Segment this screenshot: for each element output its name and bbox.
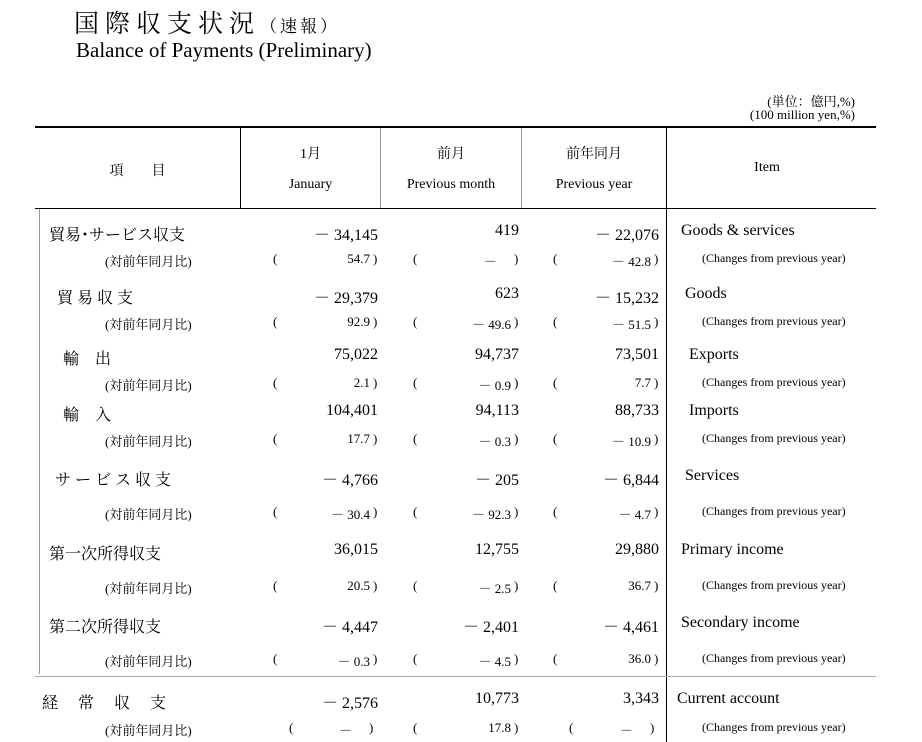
header-item-jp: 項 目 <box>109 164 166 179</box>
paren-close: ) <box>514 504 519 519</box>
row-value-1: － 29,379 <box>313 290 378 307</box>
row-sub-label-jp: (対前年同月比) <box>105 654 192 669</box>
row-label-en: Goods <box>685 285 727 302</box>
paren-close: ) <box>514 578 519 593</box>
row-percent-3: － 42.8 <box>611 254 651 269</box>
paren-open: ( <box>553 375 558 390</box>
row-sub-label-en: (Changes from previous year) <box>702 251 846 265</box>
row-percent-3: 36.0 <box>628 651 651 666</box>
row-percent-3: 7.7 <box>634 375 651 390</box>
paren-open: ( <box>569 720 574 735</box>
body-left-rule <box>39 209 40 674</box>
paren-open: ( <box>413 504 418 519</box>
title-jp-main: 国際収支状況 <box>74 11 261 38</box>
row-percent-2: － 49.6 <box>471 317 511 332</box>
row-sub-label-jp: (対前年同月比) <box>105 317 192 332</box>
row-value-3: 29,880 <box>615 541 659 558</box>
row-label-en: Primary income <box>681 541 784 558</box>
current-account-rule <box>35 676 876 677</box>
paren-open: ( <box>553 651 558 666</box>
paren-open: ( <box>273 251 278 266</box>
row-percent-3: － 10.9 <box>611 434 651 449</box>
paren-close: ) <box>373 251 378 266</box>
row-percent-1: 92.9 <box>347 314 370 329</box>
paren-close: ) <box>654 504 659 519</box>
paren-close: ) <box>514 431 519 446</box>
row-percent-2: － 2.5 <box>478 581 511 596</box>
paren-open: ( <box>273 578 278 593</box>
paren-close: ) <box>514 251 519 266</box>
paren-open: ( <box>273 651 278 666</box>
row-label-jp: 輸 出 <box>63 351 112 368</box>
paren-close: ) <box>514 314 519 329</box>
row-label-en: Current account <box>677 690 780 707</box>
row-value-2: 419 <box>495 222 519 239</box>
row-sub-label-en: (Changes from previous year) <box>702 431 846 445</box>
paren-close: ) <box>654 651 659 666</box>
paren-open: ( <box>273 504 278 519</box>
paren-open: ( <box>289 720 294 735</box>
paren-close: ) <box>654 251 659 266</box>
paren-close: ) <box>369 720 374 735</box>
row-percent-3: － <box>619 723 633 738</box>
row-percent-2: － 92.3 <box>471 507 511 522</box>
row-label-jp: 貿易･サービス収支 <box>49 227 186 244</box>
paren-open: ( <box>553 314 558 329</box>
row-percent-3: 36.7 <box>628 578 651 593</box>
header-col1-jp: 1月 <box>300 147 321 162</box>
row-value-2: 94,113 <box>475 402 519 419</box>
row-percent-2: － <box>483 254 497 269</box>
paren-close: ) <box>514 720 519 735</box>
paren-open: ( <box>273 375 278 390</box>
row-percent-1: 2.1 <box>353 375 370 390</box>
row-value-2: 623 <box>495 285 519 302</box>
row-label-jp: 輸 入 <box>63 407 112 424</box>
row-label-jp: 第一次所得収支 <box>49 546 162 563</box>
paren-close: ) <box>373 504 378 519</box>
row-percent-2: － 4.5 <box>478 654 511 669</box>
paren-open: ( <box>413 651 418 666</box>
row-sub-label-en: (Changes from previous year) <box>702 314 846 328</box>
paren-open: ( <box>413 251 418 266</box>
paren-open: ( <box>413 431 418 446</box>
row-value-3: 3,343 <box>623 690 659 707</box>
row-label-en: Exports <box>689 346 739 363</box>
paren-open: ( <box>273 314 278 329</box>
header-divider <box>521 128 522 208</box>
paren-close: ) <box>650 720 655 735</box>
header-col1-en: January <box>288 177 333 192</box>
paren-close: ) <box>654 314 659 329</box>
paren-open: ( <box>413 578 418 593</box>
paren-close: ) <box>373 651 378 666</box>
row-sub-label-en: (Changes from previous year) <box>702 720 846 734</box>
row-percent-1: 17.7 <box>347 431 370 446</box>
row-percent-1: － 0.3 <box>337 654 370 669</box>
row-sub-label-en: (Changes from previous year) <box>702 578 846 592</box>
row-sub-label-jp: (対前年同月比) <box>105 434 192 449</box>
row-percent-2: 17.8 <box>488 720 511 735</box>
paren-open: ( <box>553 578 558 593</box>
header-col3-en: Previous year <box>555 177 633 192</box>
unit-label-jp: (単位：億円,%) <box>767 94 855 109</box>
row-percent-2: － 0.9 <box>478 378 511 393</box>
header-col3-jp: 前年同月 <box>566 147 622 162</box>
row-value-2: 12,755 <box>475 541 519 558</box>
unit-label-en: (100 million yen,%) <box>749 107 855 122</box>
header-col2-en: Previous month <box>406 177 496 192</box>
row-value-2: 94,737 <box>475 346 519 363</box>
row-value-1: 104,401 <box>326 402 378 419</box>
row-sub-label-jp: (対前年同月比) <box>105 581 192 596</box>
header-item-en: Item <box>754 160 780 175</box>
paren-close: ) <box>514 651 519 666</box>
row-label-en: Services <box>685 467 740 484</box>
header-divider <box>380 128 381 208</box>
row-percent-3: － 4.7 <box>618 507 651 522</box>
row-label-en: Goods & services <box>681 222 795 239</box>
row-value-1: － 2,576 <box>321 695 378 712</box>
row-sub-label-jp: (対前年同月比) <box>105 507 192 522</box>
row-value-3: － 4,461 <box>602 619 659 636</box>
paren-close: ) <box>654 578 659 593</box>
paren-close: ) <box>654 431 659 446</box>
table-top-rule <box>35 126 876 128</box>
paren-open: ( <box>273 431 278 446</box>
header-bottom-rule <box>35 208 876 209</box>
paren-open: ( <box>553 251 558 266</box>
row-label-en: Secondary income <box>681 614 800 631</box>
paren-close: ) <box>373 578 378 593</box>
row-value-3: － 22,076 <box>594 227 659 244</box>
title-jp-sub: （速報） <box>260 17 341 36</box>
paren-close: ) <box>373 375 378 390</box>
row-percent-1: － <box>338 723 352 738</box>
header-col2-jp: 前月 <box>437 147 465 162</box>
row-sub-label-jp: (対前年同月比) <box>105 378 192 393</box>
paren-open: ( <box>413 375 418 390</box>
row-label-jp: 貿 易 収 支 <box>57 290 134 307</box>
header-divider <box>240 128 241 208</box>
row-percent-1: 20.5 <box>347 578 370 593</box>
row-value-1: － 34,145 <box>313 227 378 244</box>
paren-close: ) <box>373 314 378 329</box>
row-value-2: － 2,401 <box>462 619 519 636</box>
row-value-1: － 4,447 <box>321 619 378 636</box>
row-sub-label-en: (Changes from previous year) <box>702 504 846 518</box>
row-percent-1: － 30.4 <box>330 507 370 522</box>
row-value-3: － 6,844 <box>602 472 659 489</box>
item-divider <box>666 128 667 742</box>
paren-open: ( <box>413 720 418 735</box>
row-percent-3: － 51.5 <box>611 317 651 332</box>
row-value-2: 10,773 <box>475 690 519 707</box>
paren-open: ( <box>413 314 418 329</box>
row-label-jp: サ ー ビ ス 収 支 <box>55 472 172 489</box>
row-value-2: － 205 <box>474 472 519 489</box>
row-percent-1: 54.7 <box>347 251 370 266</box>
row-value-1: － 4,766 <box>321 472 378 489</box>
row-percent-2: － 0.3 <box>478 434 511 449</box>
page-title-jp <box>74 4 340 40</box>
paren-close: ) <box>514 375 519 390</box>
page-title-en: Balance of Payments (Preliminary) <box>76 38 372 62</box>
row-value-1: 75,022 <box>334 346 378 363</box>
paren-open: ( <box>553 431 558 446</box>
row-value-3: 73,501 <box>615 346 659 363</box>
row-label-en: Imports <box>689 402 739 419</box>
row-value-3: － 15,232 <box>594 290 659 307</box>
row-sub-label-en: (Changes from previous year) <box>702 651 846 665</box>
row-sub-label-en: (Changes from previous year) <box>702 375 846 389</box>
row-sub-label-jp: (対前年同月比) <box>105 254 192 269</box>
row-sub-label-jp: (対前年同月比) <box>105 723 192 738</box>
row-value-1: 36,015 <box>334 541 378 558</box>
row-label-jp: 第二次所得収支 <box>49 619 162 636</box>
paren-close: ) <box>373 431 378 446</box>
row-value-3: 88,733 <box>615 402 659 419</box>
row-label-jp: 経 常 収 支 <box>42 695 169 712</box>
paren-close: ) <box>654 375 659 390</box>
paren-open: ( <box>553 504 558 519</box>
